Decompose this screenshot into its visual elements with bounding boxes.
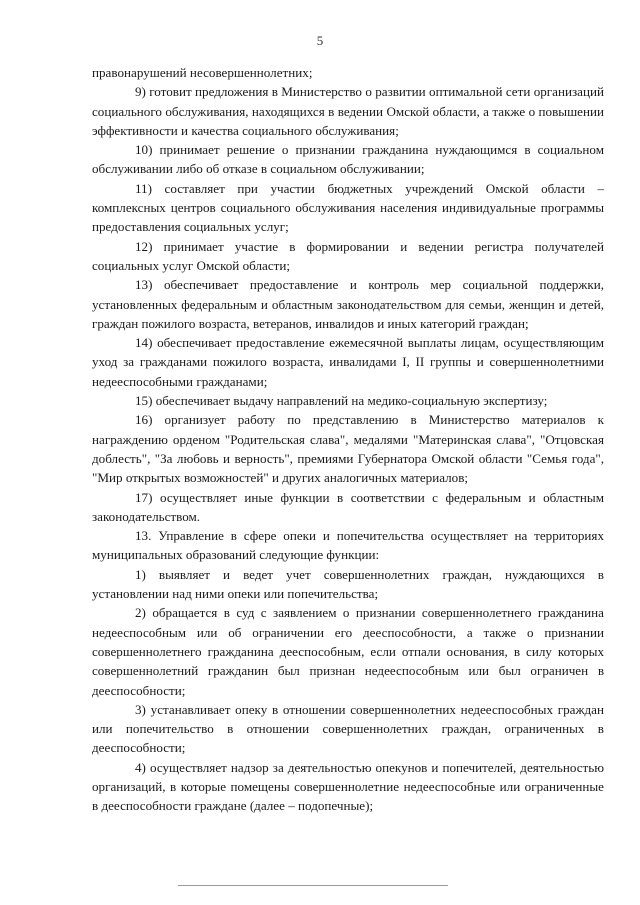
section-13-item-4: 4) осуществляет надзор за деятельностью опекунов и попечителей, деятельностью организаций, в которые помещены совершеннолетние недееспособные или ограниченные в дееспособности граждане (далее – подопечные); — [92, 759, 604, 814]
paragraph-item-9: 9) готовит предложения в Министерство о развитии оптимальной сети организаций социального обслуживания, находящихся в ведении Омской области, а также о повышении эффективности и качества социального обслуживания; — [92, 84, 604, 138]
paragraph-item-14: 14) обеспечивает предоставление ежемесячной выплаты лицам, осуществляющим уход за гражданами пожилого возраста, инвалидами I, II группы и совершеннолетними недееспособными гражданами; — [92, 335, 604, 389]
paragraph-item-13: 13) обеспечивает предоставление и контроль мер социальной поддержки, установленных федеральным и областным законодательством для семьи, женщин и детей, граждан пожилого возраста, ветеранов, инвалидов и иных категорий граждан; — [92, 277, 604, 331]
paragraph-item-16: 16) организует работу по представлению в Министерство материалов к награждению орденом "Родительская слава", медалями "Материнская слава", "Отцовская доблесть", "За любовь и верность", премиями Губернатора Омской области "Семья года", "Мир открытых возможностей" и других аналогичных материалов; — [92, 412, 604, 486]
section-13-item-2: 2) обращается в суд с заявлением о признании совершеннолетнего гражданина недееспособным или об ограничении его дееспособности, а также о признании совершеннолетнего гражданина дееспособным, если отпали основания, в силу которых совершеннолетний гражданин был признан недееспособным или был ограничен в дееспособности; — [92, 605, 604, 698]
paragraph-item-17: 17) осуществляет иные функции в соответствии с федеральным и областным законодательством. — [92, 489, 604, 524]
section-13-intro: 13. Управление в сфере опеки и попечительства осуществляет на территориях муниципальных образований следующие функции: — [92, 528, 604, 563]
paragraph-continuation: правонарушений несовершеннолетних; — [92, 65, 313, 80]
page-number: 5 — [316, 33, 324, 48]
paragraph-item-10: 10) принимает решение о признании гражданина нуждающимся в социальном обслуживании либо об отказе в социальном обслуживании; — [92, 142, 604, 177]
paragraph-item-12: 12) принимает участие в формировании и ведении регистра получателей социальных услуг Омской области; — [92, 238, 604, 273]
section-13-item-3: 3) устанавливает опеку в отношении совершеннолетних недееспособных граждан или попечительство в отношении совершеннолетних граждан, ограниченных в дееспособности; — [92, 701, 604, 756]
paragraph-item-11: 11) составляет при участии бюджетных учреждений Омской области – комплексных центров социального обслуживания населения индивидуальные программы предоставления социальных услуг; — [92, 180, 604, 235]
paragraph-item-15: 15) обеспечивает выдачу направлений на медико-социальную экспертизу; — [135, 393, 548, 409]
document-body — [92, 63, 604, 816]
section-13-item-1: 1) выявляет и ведет учет совершеннолетних граждан, нуждающихся в установлении над ними опеки или попечительства; — [92, 566, 604, 602]
scan-edge-line — [178, 885, 448, 886]
